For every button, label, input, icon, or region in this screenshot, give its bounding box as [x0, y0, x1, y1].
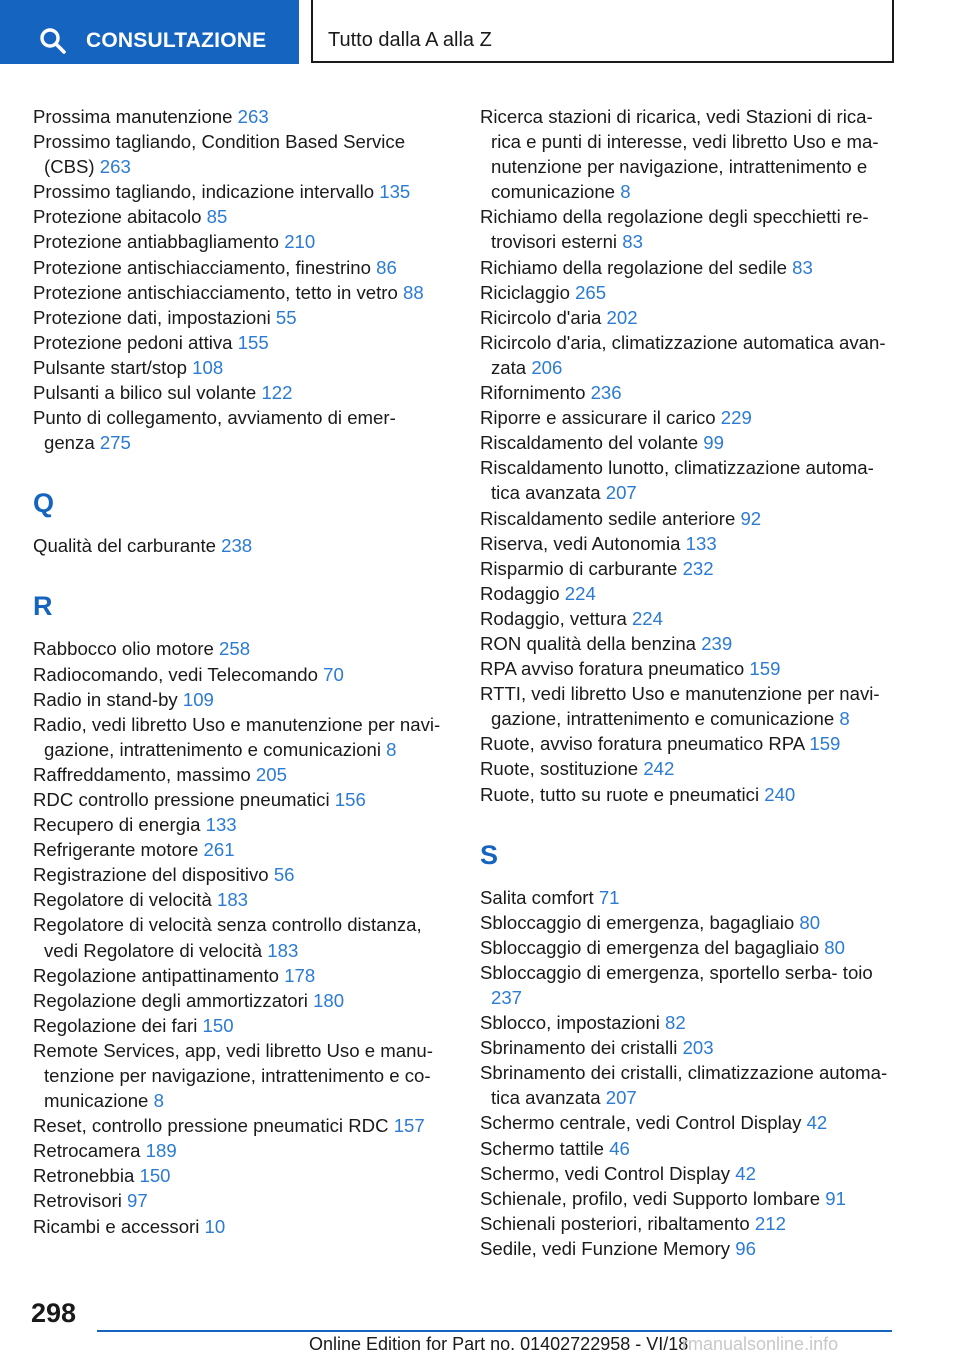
index-entry-text: Riporre e assicurare il carico	[480, 407, 716, 429]
index-entry-text: RTTI, vedi libretto Uso e manutenzione per navi- gazione, intrattenimento e comunicazione	[480, 683, 880, 730]
index-entry	[480, 506, 898, 531]
index-entry-text: Rifornimento	[480, 382, 586, 404]
index-entry-text: Sblocco, impostazioni	[480, 1012, 660, 1034]
page-link[interactable]: 238	[221, 535, 253, 557]
index-entry	[480, 255, 898, 280]
index-entry	[33, 662, 451, 687]
index-entry	[33, 179, 451, 204]
page-link[interactable]: 263	[99, 156, 131, 178]
page-link[interactable]: 207	[605, 1087, 637, 1109]
index-entry-text: Pulsanti a bilico sul volante	[33, 382, 257, 404]
page-link[interactable]: 96	[735, 1237, 756, 1259]
index-entry	[33, 533, 451, 558]
index-entry	[33, 988, 451, 1013]
section-letter-s: S	[480, 839, 499, 870]
index-entry-text: Ruote, tutto su ruote e pneumatici	[480, 783, 760, 805]
index-entry	[480, 681, 898, 731]
page-link[interactable]: 82	[665, 1012, 686, 1034]
footer-edition: Online Edition for Part no. 01402722958 - VI/18	[309, 1334, 689, 1354]
index-entry-text: Regolazione antipattinamento	[33, 964, 280, 986]
search-icon	[38, 26, 68, 56]
index-entry	[33, 1138, 451, 1163]
index-entry	[480, 581, 898, 606]
page-link[interactable]: 229	[720, 407, 752, 429]
page-link[interactable]: 71	[598, 886, 620, 908]
index-entry-text: Retrocamera	[33, 1140, 141, 1162]
index-entry-text: Sbloccaggio di emergenza del bagagliaio	[480, 936, 820, 958]
index-entry-text: Sbloccaggio di emergenza, bagagliaio	[480, 911, 795, 933]
index-entry-text: Prossimo tagliando, Condition Based Service (CBS)	[33, 131, 406, 178]
page-link[interactable]: 261	[203, 839, 235, 861]
index-entry	[33, 255, 451, 280]
page-link[interactable]: 83	[622, 231, 643, 253]
page-link[interactable]: 88	[403, 281, 424, 303]
tab-index-label: Tutto dalla A alla Z	[328, 29, 492, 51]
index-entry	[480, 756, 898, 781]
index-entry	[480, 405, 898, 430]
index-entry-text: Sedile, vedi Funzione Memory	[480, 1237, 731, 1259]
page-link[interactable]: 46	[609, 1137, 630, 1159]
page-link[interactable]: 240	[764, 783, 796, 805]
index-entry-text: Ricircolo d'aria	[480, 306, 602, 328]
index-entry-text: Sbrinamento dei cristalli, climatizzazione automa- tica avanzata	[480, 1062, 888, 1109]
index-entry	[480, 1010, 898, 1035]
index-entry-text: Protezione dati, impostazioni	[33, 306, 271, 328]
index-entry-text: Refrigerante motore	[33, 839, 199, 861]
index-entry	[480, 1161, 898, 1186]
page-link[interactable]: 242	[643, 758, 675, 780]
index-entry	[33, 712, 451, 762]
index-entry-text: Retronebbia	[33, 1165, 135, 1187]
index-entry-text: Reset, controllo pressione pneumatici RDC	[33, 1115, 389, 1137]
index-entry	[33, 1214, 451, 1239]
page-number: 298	[31, 1298, 77, 1328]
index-entry	[480, 1236, 898, 1261]
index-entry-text: Riscaldamento del volante	[480, 432, 699, 454]
page-link[interactable]: 183	[216, 889, 249, 911]
index-column-right	[480, 104, 898, 1261]
page-link[interactable]: 178	[284, 964, 316, 986]
index-entry-text: Rodaggio, vettura	[480, 607, 627, 629]
page-link[interactable]: 42	[735, 1162, 756, 1184]
index-entry-text: Riscaldamento lunotto, climatizzazione automa- tica avanzata	[480, 457, 874, 504]
index-entry-text: Pulsante start/stop	[33, 356, 187, 378]
index-entry-text: Ricambi e accessori	[33, 1215, 200, 1237]
index-entry	[33, 1163, 451, 1188]
footer-divider	[97, 1330, 892, 1332]
index-entry	[33, 129, 451, 179]
index-entry	[33, 762, 451, 787]
index-entry	[480, 1186, 898, 1211]
index-entry	[33, 862, 451, 887]
section-letter-q: Q	[33, 488, 55, 519]
page-link[interactable]: 265	[575, 281, 607, 303]
page-link[interactable]: 135	[379, 181, 411, 203]
page-link[interactable]: 203	[682, 1037, 714, 1059]
page-link[interactable]: 232	[682, 557, 714, 579]
entries-q	[33, 533, 451, 558]
index-entry-text: Richiamo della regolazione del sedile	[480, 256, 787, 278]
tab-tutto-dalla-a-alla-z[interactable]	[311, 0, 894, 63]
page-link[interactable]: 109	[182, 688, 214, 710]
entries-r-right	[480, 104, 898, 807]
index-entry	[33, 330, 451, 355]
index-entry-text: Recupero di energia	[33, 814, 201, 836]
page-link[interactable]: 80	[824, 936, 845, 958]
entries-r-left	[33, 636, 451, 1238]
index-entry-text: Prossimo tagliando, indicazione intervallo	[33, 181, 375, 203]
index-entry	[33, 355, 451, 380]
index-entry	[480, 1060, 898, 1110]
index-entry	[33, 104, 451, 129]
page-link[interactable]: 8	[153, 1090, 164, 1112]
section-letter-r: R	[33, 591, 53, 622]
page-link[interactable]: 80	[799, 911, 821, 933]
top-navigation-bar	[0, 0, 960, 66]
page-link[interactable]: 150	[202, 1014, 234, 1036]
page-link[interactable]: 189	[145, 1140, 177, 1162]
index-entry	[480, 531, 898, 556]
page-link[interactable]: 224	[564, 582, 596, 604]
index-entry	[480, 1110, 898, 1135]
page-link[interactable]: 97	[127, 1190, 148, 1212]
index-entry	[480, 104, 898, 204]
page-link[interactable]: 159	[809, 733, 841, 755]
index-entry-text: Protezione antischiacciamento, tetto in vetro	[33, 281, 398, 303]
index-column-left	[33, 104, 451, 1239]
page-link[interactable]: 92	[740, 507, 762, 529]
index-entry-text: Radiocomando, vedi Telecomando	[33, 663, 318, 685]
index-entry-text: Prossima manutenzione	[33, 106, 233, 127]
tab-consultazione[interactable]	[0, 0, 299, 64]
index-entry	[480, 305, 898, 330]
page-link[interactable]: 183	[267, 939, 299, 961]
index-entry	[480, 885, 898, 910]
index-entry-text: Rodaggio	[480, 582, 560, 604]
index-entry-text: Protezione antischiacciamento, finestrino	[33, 256, 371, 278]
index-entry	[33, 405, 451, 455]
page-link[interactable]: 224	[631, 607, 663, 629]
page-link[interactable]: 236	[590, 382, 622, 404]
index-entry-text: Registrazione del dispositivo	[33, 864, 269, 886]
index-entry-text: Ricircolo d'aria, climatizzazione automatica avan- zata	[480, 331, 886, 378]
index-entry-text: Regolatore di velocità senza controllo distanza, vedi Regolatore di velocità	[33, 914, 422, 961]
index-entry	[480, 606, 898, 631]
page-link[interactable]: 202	[606, 306, 638, 328]
index-entry-text: Ricerca stazioni di ricarica, vedi Stazioni di rica- rica e punti di interesse, vedi libretto Uso e ma- nutenzione per navigazione, intrattenimento e comunicazione	[480, 106, 879, 203]
index-entry-text: Riscaldamento sedile anteriore	[480, 507, 736, 529]
index-entry-text: Punto di collegamento, avviamento di emer- genza	[33, 407, 396, 454]
index-entry	[480, 1211, 898, 1236]
index-entry-text: Riserva, vedi Autonomia	[480, 532, 681, 554]
index-entry-text: Riciclaggio	[480, 281, 570, 303]
page-link[interactable]: 206	[531, 356, 563, 378]
index-entry	[480, 960, 898, 1010]
page-link[interactable]: 180	[313, 989, 345, 1011]
index-entry	[480, 1136, 898, 1161]
index-entry-text: Schermo, vedi Control Display	[480, 1162, 731, 1184]
page-link[interactable]: 91	[825, 1187, 846, 1209]
index-entry-text: Regolazione dei fari	[33, 1014, 198, 1036]
index-entry	[33, 837, 451, 862]
index-entry	[33, 305, 451, 330]
index-entry-text: Salita comfort	[480, 886, 594, 908]
page-link[interactable]: 210	[284, 231, 316, 253]
index-entry-text: Protezione antiabbagliamento	[33, 231, 280, 253]
index-entry	[480, 631, 898, 656]
page-link[interactable]: 155	[237, 331, 269, 353]
index-entry	[33, 912, 451, 962]
index-entry	[33, 204, 451, 229]
index-entry	[33, 812, 451, 837]
index-entry-text: Schienale, profilo, vedi Supporto lombare	[480, 1187, 821, 1209]
index-entry	[33, 1188, 451, 1213]
page-link[interactable]: 159	[749, 658, 781, 680]
index-entry-text: Regolazione degli ammortizzatori	[33, 989, 308, 1011]
page-link[interactable]: 258	[219, 638, 251, 660]
index-entry-text: Qualità del carburante	[33, 535, 216, 557]
index-entry	[33, 687, 451, 712]
index-entry	[480, 1035, 898, 1060]
index-entry	[33, 963, 451, 988]
page-link[interactable]: 42	[806, 1112, 828, 1134]
index-entry	[480, 430, 898, 455]
index-entry-text: Richiamo della regolazione degli specchietti re- trovisori esterni	[480, 206, 869, 253]
index-entry-text: Regolatore di velocità	[33, 889, 212, 911]
page-link[interactable]: 8	[839, 708, 850, 730]
index-entry	[33, 1038, 451, 1113]
page-link[interactable]: 10	[204, 1215, 226, 1237]
page-link[interactable]: 56	[273, 864, 295, 886]
index-entry	[480, 782, 898, 807]
index-entry	[480, 731, 898, 756]
index-entry	[480, 280, 898, 305]
index-entry-text: Schermo centrale, vedi Control Display	[480, 1112, 802, 1134]
entries-p	[33, 104, 451, 455]
page-link[interactable]: 86	[376, 256, 397, 278]
index-entry	[33, 1013, 451, 1038]
index-entry	[480, 455, 898, 505]
index-entry	[33, 887, 451, 912]
index-entry-text: Schermo tattile	[480, 1137, 605, 1159]
page-link[interactable]: 8	[386, 738, 397, 760]
page-link[interactable]: 133	[685, 532, 717, 554]
index-entry-text: Retrovisori	[33, 1190, 122, 1212]
page-link[interactable]: 108	[192, 356, 224, 378]
page-link[interactable]: 150	[139, 1165, 171, 1187]
index-entry	[33, 380, 451, 405]
page-link[interactable]: 157	[393, 1115, 425, 1137]
page-link[interactable]: 99	[703, 432, 724, 454]
index-entry	[480, 380, 898, 405]
index-entry	[33, 787, 451, 812]
index-entry-text: Remote Services, app, vedi libretto Uso e manu- tenzione per navigazione, intrattenimento e co- municazione	[33, 1039, 433, 1112]
index-entry	[480, 330, 898, 380]
entries-s	[480, 885, 898, 1261]
page-link[interactable]: 55	[275, 306, 297, 328]
page-link[interactable]: 212	[754, 1212, 786, 1234]
index-entry-text: Sbloccaggio di emergenza, sportello serba- toio	[480, 961, 873, 983]
index-entry-text: Protezione pedoni attiva	[33, 331, 233, 353]
page-link[interactable]: 156	[334, 788, 366, 810]
index-entry	[480, 656, 898, 681]
index-entry-text: Ruote, avviso foratura pneumatico RPA	[480, 733, 805, 755]
index-entry	[480, 556, 898, 581]
page-link[interactable]: 8	[620, 181, 631, 203]
index-entry	[33, 1113, 451, 1138]
index-entry	[480, 935, 898, 960]
page-link[interactable]: 207	[605, 482, 637, 504]
index-entry	[480, 204, 898, 254]
index-entry-text: Schienali posteriori, ribaltamento	[480, 1212, 750, 1234]
index-entry-text: Ruote, sostituzione	[480, 758, 639, 780]
page-link[interactable]: 239	[701, 632, 733, 654]
index-entry-text: Rabbocco olio motore	[33, 638, 214, 660]
page-link[interactable]: 133	[205, 814, 237, 836]
index-entry-text: RDC controllo pressione pneumatici	[33, 788, 330, 810]
index-entry-text: RON qualità della benzina	[480, 632, 697, 654]
page-link[interactable]: 263	[237, 106, 269, 127]
index-entry-text: Radio, vedi libretto Uso e manutenzione per navi- gazione, intrattenimento e comunicazioni	[33, 713, 441, 760]
tab-consultazione-label: CONSULTAZIONE	[86, 29, 267, 52]
page-link[interactable]: 70	[323, 663, 344, 685]
index-entry	[480, 910, 898, 935]
page-link[interactable]: 205	[255, 763, 287, 785]
page-link[interactable]: 275	[99, 432, 131, 454]
index-entry-text: Risparmio di carburante	[480, 557, 678, 579]
page-link[interactable]: 83	[792, 256, 813, 278]
index-entry	[33, 636, 451, 661]
page-link[interactable]: 122	[261, 382, 293, 404]
page-link[interactable]: 237	[491, 987, 523, 1008]
index-entry-text: Raffreddamento, massimo	[33, 763, 251, 785]
index-entry	[33, 280, 451, 305]
index-entry-text: Protezione abitacolo	[33, 206, 202, 228]
index-entry	[33, 229, 451, 254]
index-entry-text: RPA avviso foratura pneumatico	[480, 658, 745, 680]
page-link[interactable]: 85	[206, 206, 228, 228]
watermark-text: rmanualsonline.info	[682, 1334, 839, 1354]
index-entry-text: Sbrinamento dei cristalli	[480, 1037, 678, 1059]
index-entry-text: Radio in stand-by	[33, 688, 178, 710]
